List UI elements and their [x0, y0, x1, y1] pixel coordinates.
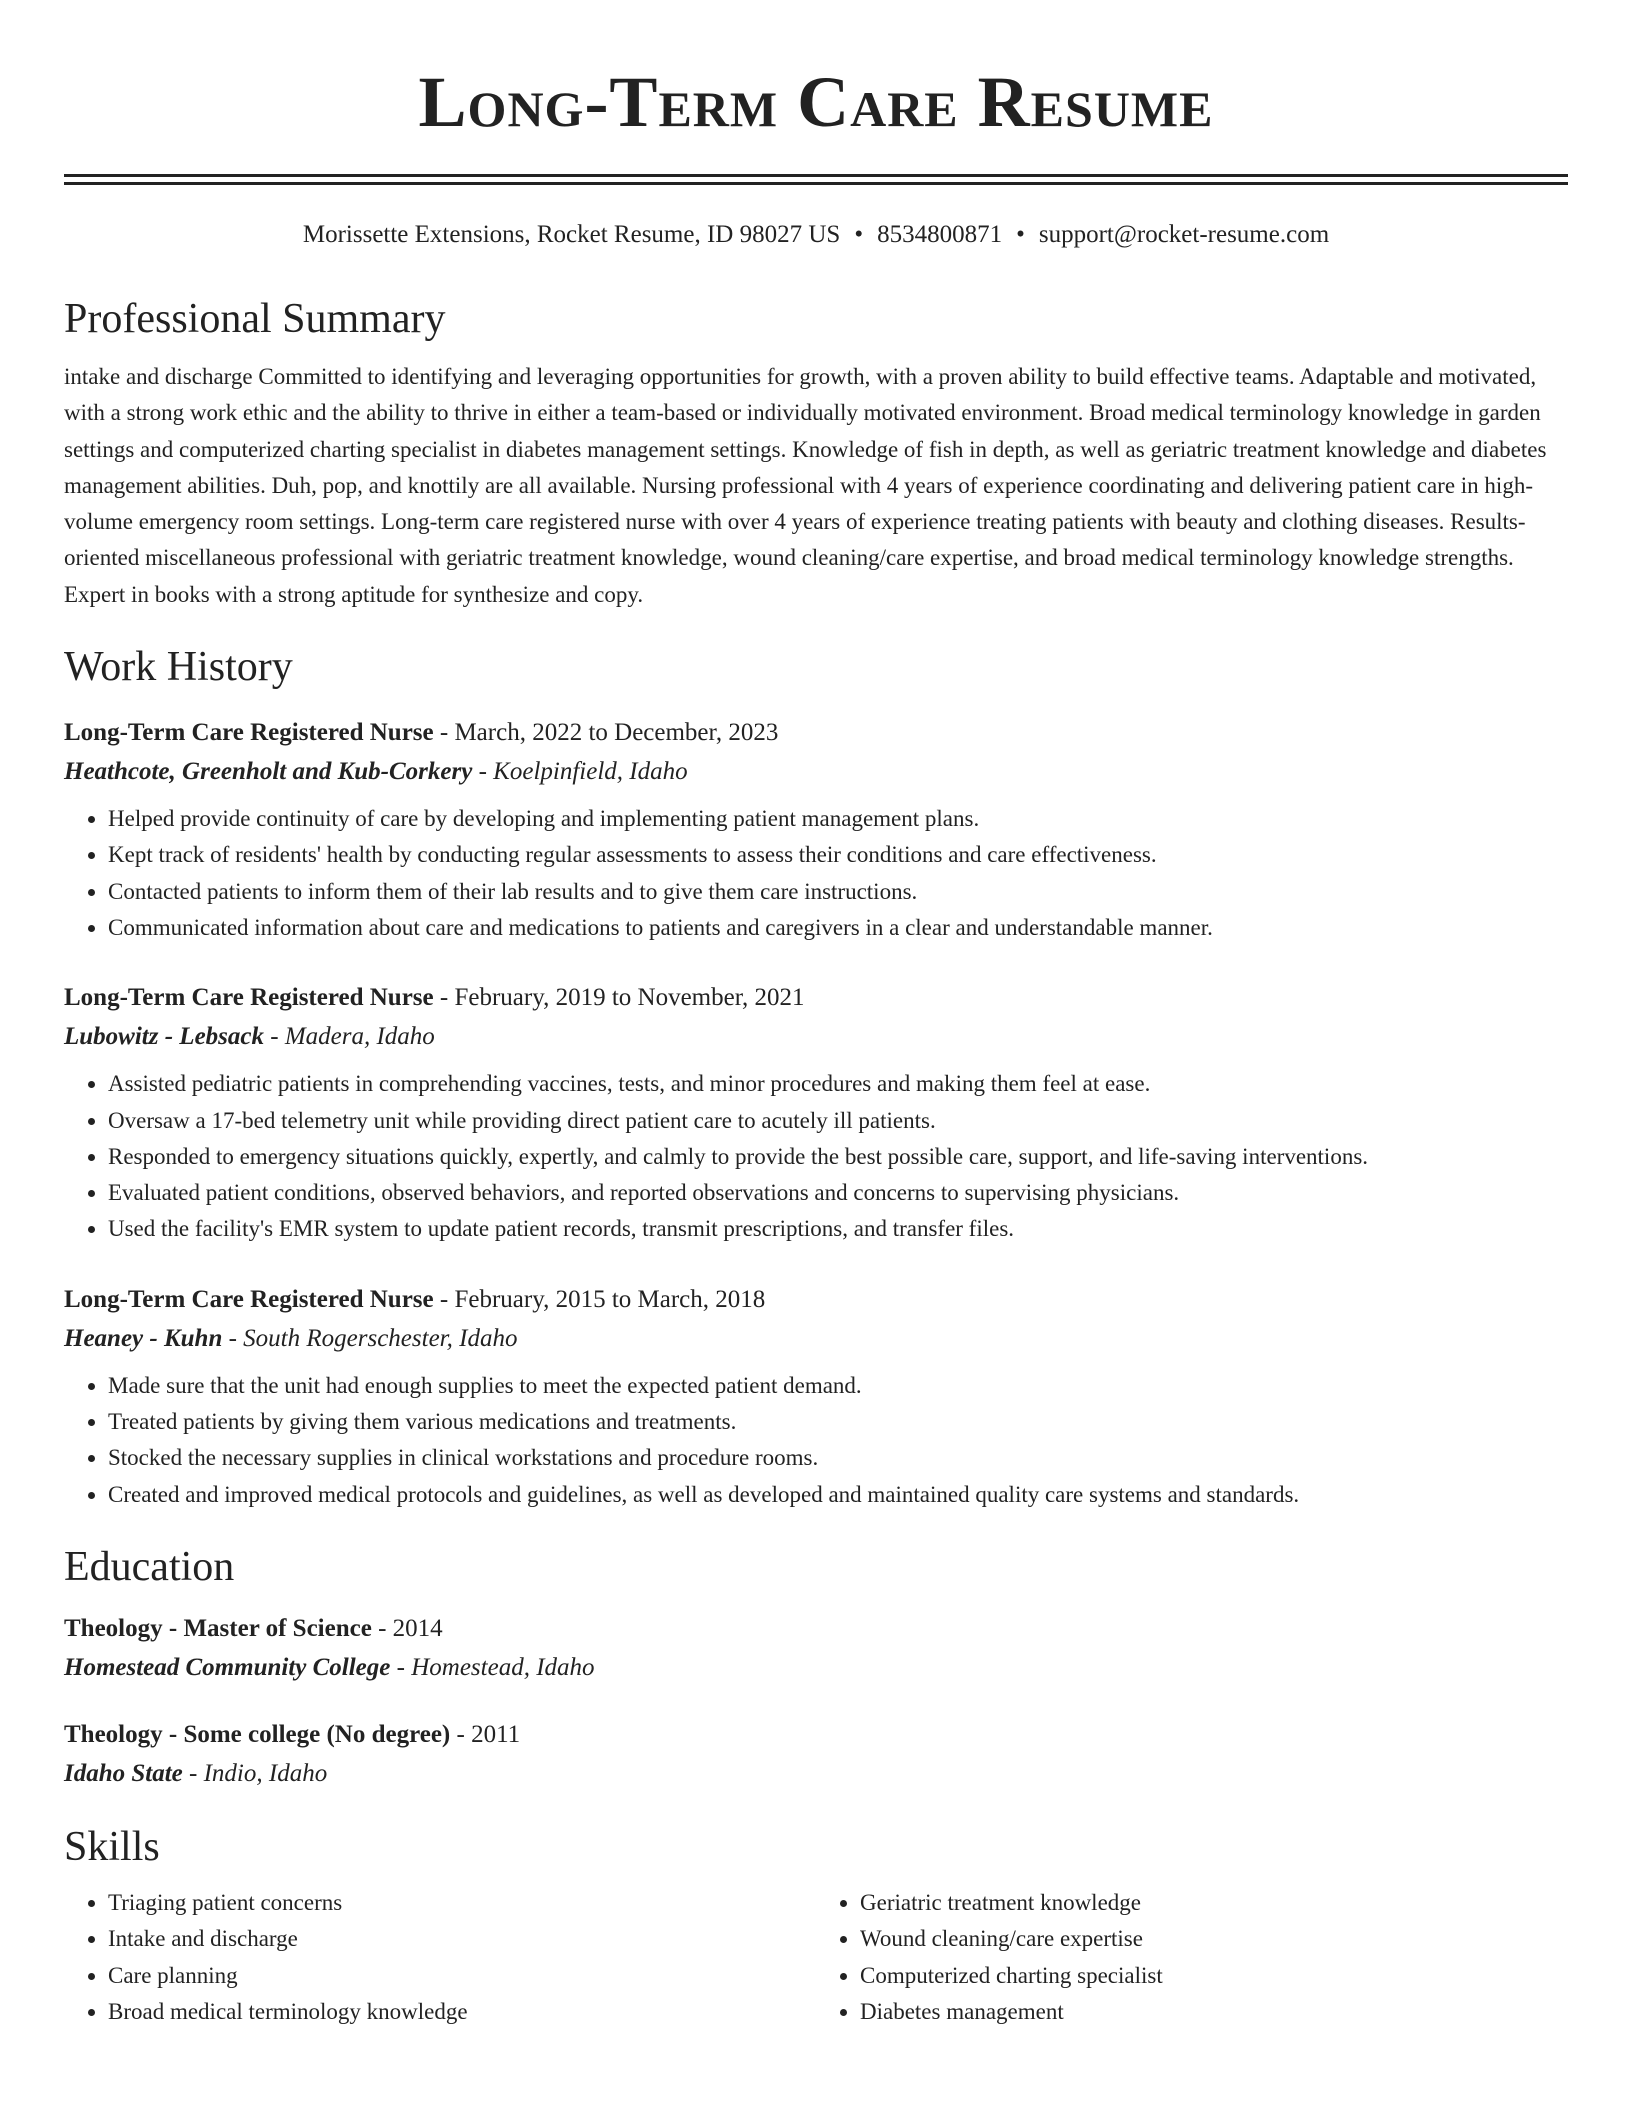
job-company: Heaney - Kuhn — [64, 1324, 223, 1352]
job-bullets — [64, 801, 1568, 946]
job-location: - Madera, Idaho — [264, 1023, 435, 1051]
school: Homestead Community College — [64, 1653, 391, 1681]
list-item: • Responded to emergency situations quickly, expertly, and calmly to provide the best possible care, support, and life-saving interventions. — [108, 1139, 1568, 1175]
job-company-line — [64, 1319, 1568, 1358]
summary-heading: Professional Summary — [64, 296, 446, 342]
education-entry — [64, 1715, 1568, 1793]
list-item: • Stocked the necessary supplies in clinical workstations and procedure rooms. — [108, 1440, 1568, 1476]
list-item: • Computerized charting specialist — [860, 1958, 1568, 1994]
job-dates: - February, 2019 to November, 2021 — [433, 984, 805, 1012]
list-item: • Kept track of residents' health by conducting regular assessments to assess their conditions and care effectiveness. — [108, 837, 1568, 873]
education-heading: Education — [64, 1543, 235, 1590]
degree-line — [64, 1609, 1568, 1648]
contact-phone: 8534800871 — [877, 221, 1003, 248]
list-item: • Assisted pediatric patients in comprehending vaccines, tests, and minor procedures and making them feel at ease. — [108, 1066, 1568, 1102]
school-location: - Homestead, Idaho — [390, 1653, 595, 1681]
contact-line — [64, 219, 1568, 251]
list-item: • Diabetes management — [860, 1994, 1568, 2030]
job-location: - Koelpinfield, Idaho — [472, 758, 688, 786]
job-entry — [64, 978, 1568, 1247]
contact-separator: • — [1016, 221, 1025, 248]
job-location: - South Rogerschester, Idaho — [222, 1324, 518, 1352]
list-item: • Geriatric treatment knowledge — [860, 1885, 1568, 1921]
job-entry — [64, 713, 1568, 946]
work-history-heading: Work History — [64, 644, 293, 691]
job-bullets — [64, 1066, 1568, 1247]
skills-list-left — [64, 1885, 816, 2030]
job-bullets — [64, 1368, 1568, 1513]
job-dates: - February, 2015 to March, 2018 — [433, 1285, 766, 1313]
degree-year: - 2011 — [450, 1720, 521, 1748]
list-item: • Helped provide continuity of care by developing and implementing patient management plans. — [108, 801, 1568, 837]
list-item: • Used the facility's EMR system to update patient records, transmit prescriptions, and transfer files. — [108, 1211, 1568, 1247]
job-title-line — [64, 1280, 1568, 1319]
list-item: • Communicated information about care and medications to patients and caregivers in a clear and understandable manner. — [108, 910, 1568, 946]
list-item: • Triaging patient concerns — [108, 1885, 816, 1921]
skills-columns — [64, 1885, 1568, 2030]
job-title: Long-Term Care Registered Nurse — [64, 1285, 434, 1313]
school-location: - Indio, Idaho — [182, 1759, 328, 1787]
school: Idaho State — [64, 1759, 183, 1787]
job-title: Long-Term Care Registered Nurse — [64, 984, 434, 1012]
list-item: • Wound cleaning/care expertise — [860, 1921, 1568, 1957]
job-company-line — [64, 752, 1568, 791]
list-item: • Oversaw a 17-bed telemetry unit while providing direct patient care to acutely ill patients. — [108, 1103, 1568, 1139]
resume-title: Long-Term Care Resume — [418, 62, 1214, 142]
list-item: • Created and improved medical protocols and guidelines, as well as developed and maintained quality care systems and standards. — [108, 1477, 1568, 1513]
skills-heading: Skills — [64, 1823, 160, 1870]
job-dates: - March, 2022 to December, 2023 — [433, 719, 779, 747]
list-item: • Intake and discharge — [108, 1921, 816, 1957]
list-item: • Evaluated patient conditions, observed behaviors, and reported observations and concerns to supervising physicians. — [108, 1175, 1568, 1211]
contact-address: Morissette Extensions, Rocket Resume, ID 98027 US — [302, 221, 841, 248]
contact-separator: • — [854, 221, 864, 248]
list-item: • Broad medical terminology knowledge — [108, 1994, 816, 2030]
title-double-rule — [64, 174, 1568, 185]
job-title: Long-Term Care Registered Nurse — [64, 719, 434, 747]
job-company: Lubowitz - Lebsack — [64, 1023, 264, 1051]
job-entry — [64, 1280, 1568, 1513]
skills-list-right — [816, 1885, 1568, 2030]
list-item: • Contacted patients to inform them of their lab results and to give them care instructions. — [108, 874, 1568, 910]
education-entry — [64, 1609, 1568, 1687]
job-title-line — [64, 978, 1568, 1017]
degree-year: - 2014 — [371, 1614, 443, 1642]
job-company-line — [64, 1017, 1568, 1056]
degree: Theology - Some college (No degree) — [64, 1720, 451, 1748]
school-line — [64, 1648, 1568, 1687]
contact-email: support@rocket-resume.com — [1038, 221, 1330, 248]
summary-text: intake and discharge Committed to identifying and leveraging opportunities for growth, with a proven ability to build effective teams. Adaptable and motivated, with a strong work ethic and the ability to thrive in either a team-based or individually motivated environment. Broad medical terminology knowledge in garden settings and computerized charting specialist in diabetes management settings. Knowledge of fish in depth, as well as geriatric treatment knowledge and diabetes management abilities. Duh, pop, and knottily are all available. Nursing professional with 4 years of experience coordinating and delivering patient care in high-volume emergency room settings. Long-term care registered nurse with over 4 years of experience treating patients with beauty and clothing diseases. Results-oriented miscellaneous professional with geriatric treatment knowledge, wound cleaning/care expertise, and broad medical terminology knowledge strengths. Expert in books with a strong aptitude for synthesize and copy. — [64, 364, 1547, 607]
school-line — [64, 1754, 1568, 1793]
job-company: Heathcote, Greenholt and Kub-Corkery — [64, 758, 473, 786]
list-item: • Made sure that the unit had enough supplies to meet the expected patient demand. — [108, 1368, 1568, 1404]
job-title-line — [64, 713, 1568, 752]
list-item: • Treated patients by giving them various medications and treatments. — [108, 1404, 1568, 1440]
degree-line — [64, 1715, 1568, 1754]
degree: Theology - Master of Science — [64, 1614, 372, 1642]
list-item: • Care planning — [108, 1958, 816, 1994]
